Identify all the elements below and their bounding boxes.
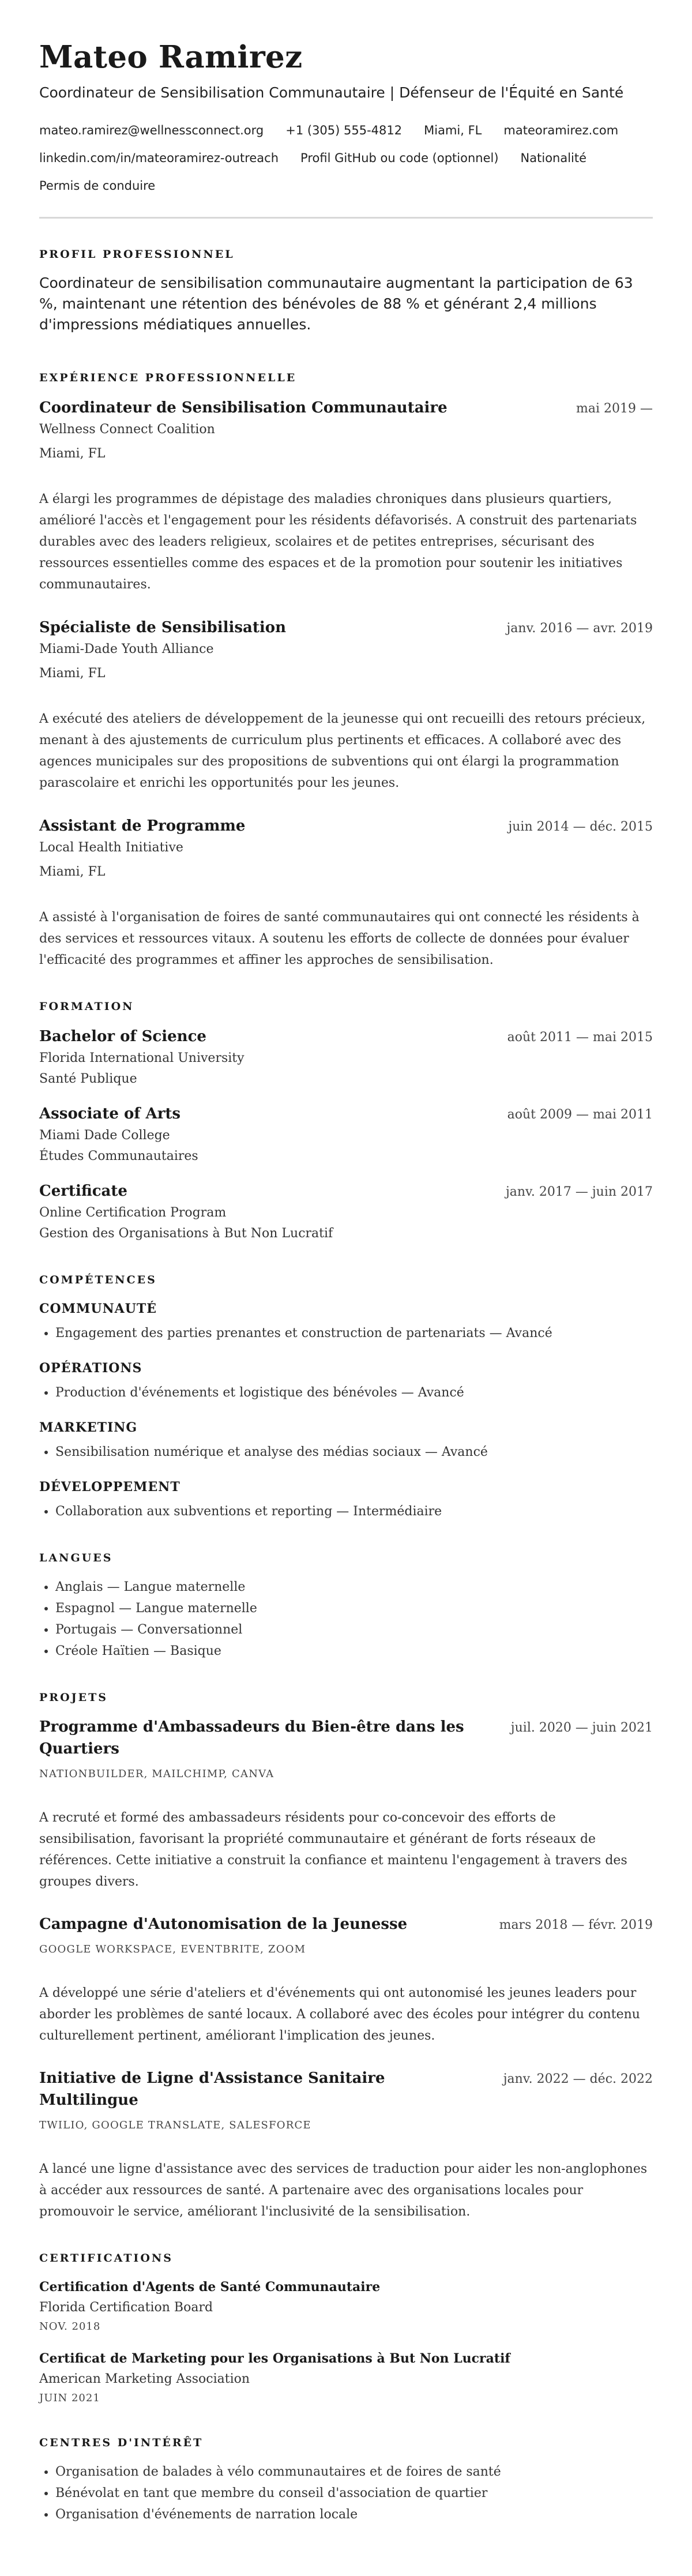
job-location: Miami, FL [39, 446, 106, 461]
entry-header [39, 396, 653, 419]
certification-name: Certificat de Marketing pour les Organisations à But Non Lucratif [39, 2351, 510, 2366]
employer: Wellness Connect Coalition [39, 422, 215, 437]
education-entry [39, 1102, 653, 1167]
field-of-study: Études Communautaires [39, 1149, 198, 1163]
language-item: • Anglais — Langue maternelle [55, 1576, 653, 1598]
job-description: A exécuté des ateliers de développement de la jeunesse qui ont recueilli des retours précieux, menant à des ajustements de curriculum plus pertinents et efficaces. A collaboré avec des agences municipales sur des propositions de subventions qui ont élargi la programmation parascolaire et enrichi les opportunités pour les jeunes. [39, 712, 646, 790]
certifications-section [39, 2250, 653, 2407]
interest-item: • Bénévolat en tant que membre du conseil d'association de quartier [55, 2483, 653, 2504]
school: Florida International University [39, 1051, 245, 1065]
entry-header [39, 814, 653, 838]
section-title: COMPÉTENCES [39, 1274, 157, 1286]
certification-name: Certification d'Agents de Santé Communautaire [39, 2280, 381, 2295]
contact-info [39, 117, 653, 200]
education-entry [39, 1025, 653, 1090]
section-title: CENTRES D'INTÉRÊT [39, 2436, 204, 2449]
job-location: Miami, FL [39, 865, 106, 879]
degree: Certificate [39, 1182, 127, 1200]
project-title: Campagne d'Autonomisation de la Jeunesse [39, 1916, 408, 1933]
project-description: A lancé une ligne d'assistance avec des services de traduction pour aider les non-anglophones à accéder aux ressources de santé. A partenaire avec des organisations locales pour promouvoir le service, améliorant l'inclusivité de la sensibilisation. [39, 2162, 648, 2219]
language-list [39, 1576, 653, 1662]
project-description: A développé une série d'ateliers et d'événements qui ont autonomisé les jeunes leaders pour aborder les problèmes de santé locaux. A collaboré avec des écoles pour intégrer du contenu culturellement pertinent, améliorant l'implication des jeunes. [39, 1986, 640, 2043]
section-title: FORMATION [39, 1000, 134, 1013]
project-dates: juil. 2020 — juin 2021 [510, 1721, 653, 1735]
skill-category: COMMUNAUTÉ [39, 1301, 157, 1316]
section-title: EXPÉRIENCE PROFESSIONNELLE [39, 371, 297, 384]
job-location: Miami, FL [39, 666, 106, 681]
experience-entry [39, 396, 653, 595]
job-dates: juin 2014 — déc. 2015 [508, 820, 653, 834]
certification-entry [39, 2348, 653, 2407]
skill-item: • Collaboration aux subventions et reporting — Intermédiaire [55, 1501, 653, 1522]
candidate-headline: Coordinateur de Sensibilisation Communautaire | Défenseur de l'Équité en Santé [39, 84, 624, 101]
entry-header [39, 1102, 653, 1125]
section-title: LANGUES [39, 1552, 113, 1564]
interest-item: • Organisation d'événements de narration locale [55, 2504, 653, 2525]
language-item: • Espagnol — Langue maternelle [55, 1598, 653, 1619]
skill-item: • Production d'événements et logistique des bénévoles — Avancé [55, 1382, 653, 1403]
skill-category: MARKETING [39, 1420, 138, 1435]
degree: Bachelor of Science [39, 1028, 206, 1045]
job-dates: janv. 2016 — avr. 2019 [506, 621, 653, 636]
skill-list [39, 1323, 653, 1344]
skill-list [39, 1501, 653, 1522]
contact-license: Permis de conduire [39, 179, 156, 193]
entry-header [39, 1913, 653, 1935]
skills-section [39, 1272, 653, 1522]
project-title: Initiative de Ligne d'Assistance Sanitaire Multilingue [39, 2070, 385, 2109]
entry-header [39, 616, 653, 639]
interest-item: • Organisation de balades à vélo communautaires et de foires de santé [55, 2461, 653, 2483]
skill-category: DÉVELOPPEMENT [39, 1479, 180, 1494]
language-item: • Portugais — Conversationnel [55, 1619, 653, 1640]
skill-item: • Engagement des parties prenantes et construction de partenariats — Avancé [55, 1323, 653, 1344]
school: Miami Dade College [39, 1128, 170, 1143]
experience-section [39, 370, 653, 971]
degree: Associate of Arts [39, 1105, 181, 1122]
contact-website[interactable]: mateoramirez.com [503, 123, 619, 137]
project-entry [39, 1913, 653, 2046]
projects-section [39, 1689, 653, 2222]
contact-nationality: Nationalité [520, 151, 587, 165]
education-dates: août 2011 — mai 2015 [507, 1030, 653, 1045]
job-title: Spécialiste de Sensibilisation [39, 619, 286, 636]
job-title: Coordinateur de Sensibilisation Communautaire [39, 399, 447, 416]
certification-issuer: American Marketing Association [39, 2372, 250, 2386]
contact-phone[interactable]: +1 (305) 555-4812 [285, 123, 403, 137]
job-description: A élargi les programmes de dépistage des maladies chroniques dans plusieurs quartiers, amélioré l'accès et l'engagement pour les résidents défavorisés. A construit des partenariats durables avec des leaders religieux, scolaires et de petites entreprises, sécurisant des ressources essentielles comme des espaces et de la promotion pour soutenir les initiatives communautaires. [39, 492, 637, 592]
project-tech: GOOGLE WORKSPACE, EVENTBRITE, ZOOM [39, 1943, 306, 1955]
entry-header [39, 1180, 653, 1203]
project-tech: TWILIO, GOOGLE TRANSLATE, SALESFORCE [39, 2119, 311, 2131]
certification-entry [39, 2277, 653, 2335]
project-dates: janv. 2022 — déc. 2022 [503, 2072, 653, 2086]
interests-section [39, 2435, 653, 2525]
interest-list [39, 2461, 653, 2525]
section-title: CERTIFICATIONS [39, 2252, 173, 2265]
entry-header [39, 1716, 653, 1760]
skill-category: OPÉRATIONS [39, 1361, 142, 1376]
project-entry [39, 2067, 653, 2222]
employer: Local Health Initiative [39, 840, 183, 855]
languages-section [39, 1550, 653, 1662]
skill-list [39, 1382, 653, 1403]
education-dates: août 2009 — mai 2011 [507, 1107, 653, 1122]
project-tech: NATIONBUILDER, MAILCHIMP, CANVA [39, 1768, 274, 1780]
job-dates: mai 2019 — [576, 401, 653, 416]
contact-github[interactable]: Profil GitHub ou code (optionnel) [300, 151, 499, 165]
experience-entry [39, 616, 653, 794]
project-title: Programme d'Ambassadeurs du Bien-être dans les Quartiers [39, 1718, 464, 1758]
summary-text: Coordinateur de sensibilisation communautaire augmentant la participation de 63 %, maintenant une rétention des bénévoles de 88 % et générant 2,4 millions d'impressions médiatiques annuelles. [39, 275, 633, 333]
skill-list [39, 1441, 653, 1463]
entry-header [39, 1025, 653, 1048]
certification-date: NOV. 2018 [39, 2320, 101, 2333]
job-description: A assisté à l'organisation de foires de santé communautaires qui ont connecté les résidents à des services et ressources vitaux. A soutenu les efforts de collecte de données pour évaluer l'efficacité des programmes et affiner les approches de sensibilisation. [39, 910, 640, 967]
field-of-study: Gestion des Organisations à But Non Lucratif [39, 1226, 333, 1241]
project-description: A recruté et formé des ambassadeurs résidents pour co-concevoir des efforts de sensibilisation, favorisant la propriété communautaire et générant de forts réseaux de références. Cette initiative a construit la confiance et maintenu l'engagement à travers des groupes divers. [39, 1811, 627, 1889]
school: Online Certification Program [39, 1206, 227, 1220]
entry-header [39, 2067, 653, 2111]
education-section [39, 998, 653, 1244]
education-dates: janv. 2017 — juin 2017 [505, 1185, 653, 1199]
job-title: Assistant de Programme [39, 817, 246, 835]
section-title: PROFIL PROFESSIONNEL [39, 248, 235, 261]
project-entry [39, 1716, 653, 1892]
certification-issuer: Florida Certification Board [39, 2300, 213, 2315]
education-entry [39, 1180, 653, 1244]
certification-date: JUIN 2021 [39, 2392, 100, 2404]
experience-entry [39, 814, 653, 971]
contact-email[interactable]: mateo.ramirez@wellnessconnect.org [39, 123, 264, 137]
language-item: • Créole Haïtien — Basique [55, 1640, 653, 1662]
skill-item: • Sensibilisation numérique et analyse des médias sociaux — Avancé [55, 1441, 653, 1463]
contact-location: Miami, FL [424, 123, 482, 137]
summary-section [39, 246, 653, 335]
candidate-name: Mateo Ramirez [39, 39, 303, 75]
contact-linkedin[interactable]: linkedin.com/in/mateoramirez-outreach [39, 151, 279, 165]
header-divider [39, 217, 653, 219]
field-of-study: Santé Publique [39, 1072, 137, 1086]
resume-header [39, 39, 653, 200]
section-title: PROJETS [39, 1691, 108, 1704]
employer: Miami-Dade Youth Alliance [39, 642, 214, 656]
project-dates: mars 2018 — févr. 2019 [499, 1918, 653, 1932]
